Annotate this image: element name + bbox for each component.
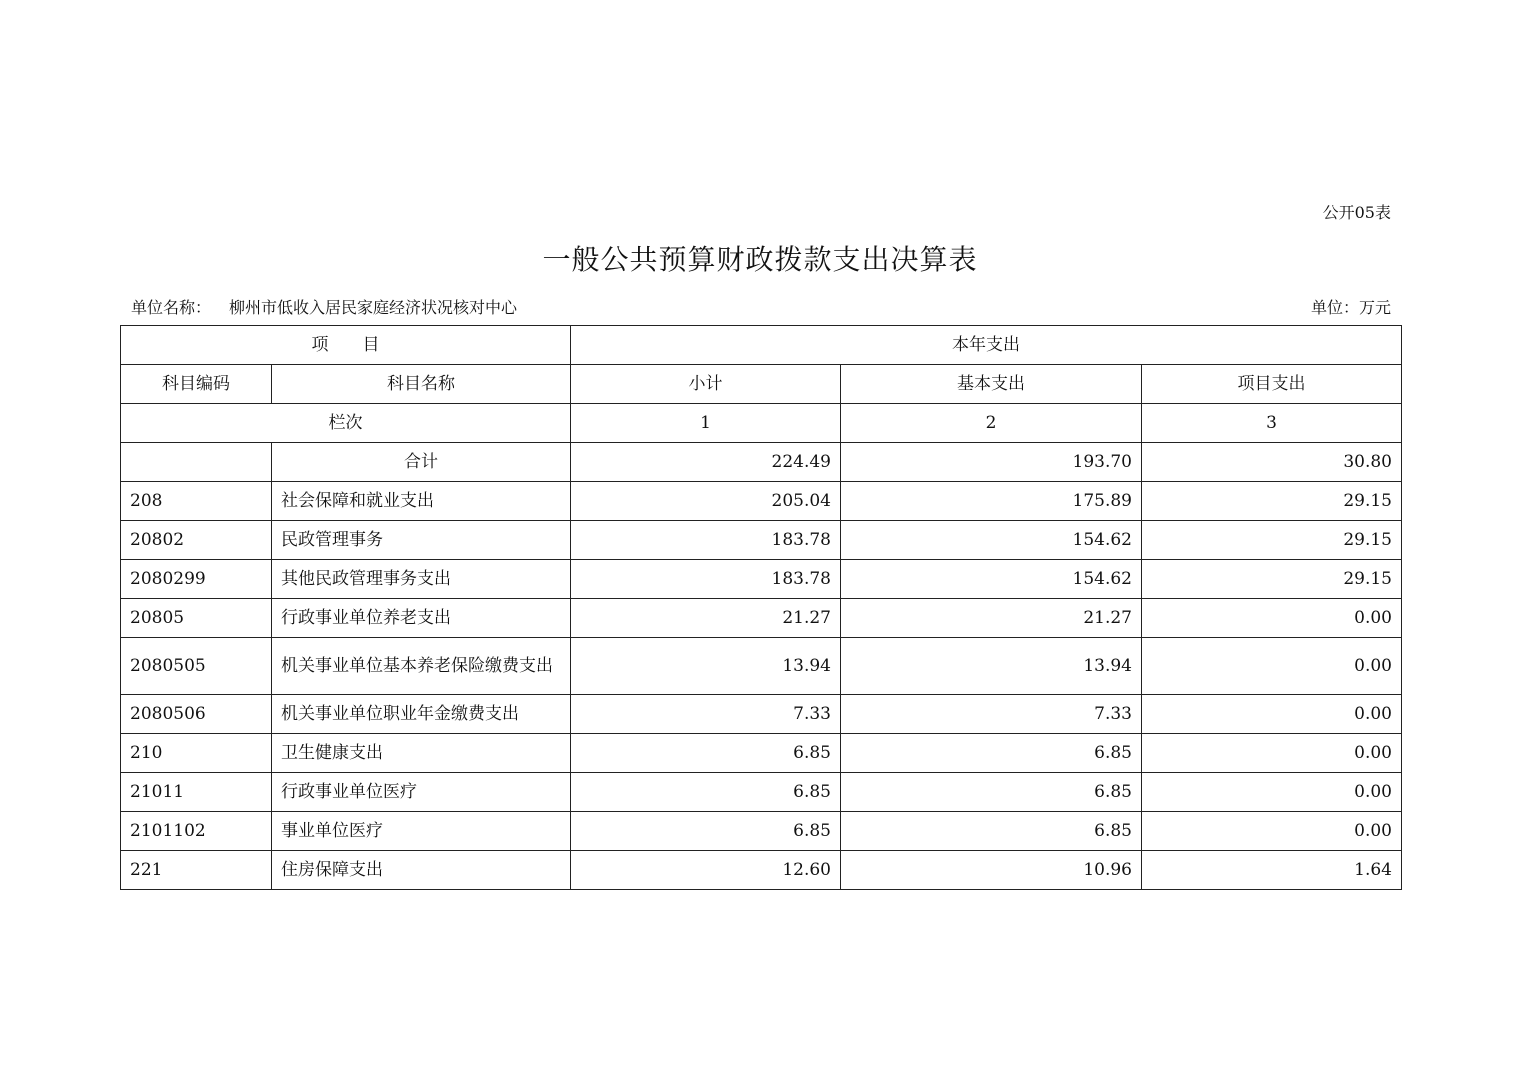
row-basic-cell: 6.85: [841, 773, 1142, 812]
row-subtotal-cell: 205.04: [571, 482, 841, 521]
row-code-cell: 208: [121, 482, 272, 521]
total-basic-cell: 193.70: [841, 443, 1142, 482]
header-project-cell: 项目支出: [1142, 365, 1402, 404]
unit-name-label: 单位名称：: [131, 298, 212, 317]
total-row: [121, 443, 1402, 482]
total-label-cell: 合计: [272, 443, 571, 482]
table-row: [121, 851, 1402, 890]
page-title: 一般公共预算财政拨款支出决算表: [542, 243, 978, 276]
row-basic-cell: 21.27: [841, 599, 1142, 638]
header-row-index: [121, 404, 1402, 443]
row-name-cell: 行政事业单位医疗: [272, 773, 571, 812]
header-row-columns: [121, 365, 1402, 404]
header-basic-cell: 基本支出: [841, 365, 1142, 404]
table-row: [121, 560, 1402, 599]
table-row: [121, 734, 1402, 773]
row-project-cell: 0.00: [1142, 734, 1402, 773]
table-row: [121, 521, 1402, 560]
row-project-cell: 1.64: [1142, 851, 1402, 890]
expenditure-table: [120, 325, 1402, 890]
row-code-cell: 21011: [121, 773, 272, 812]
row-basic-cell: 154.62: [841, 560, 1142, 599]
row-project-cell: 29.15: [1142, 482, 1402, 521]
row-code-cell: 2080506: [121, 695, 272, 734]
row-subtotal-cell: 183.78: [571, 560, 841, 599]
row-name-cell: 卫生健康支出: [272, 734, 571, 773]
row-name-cell: 民政管理事务: [272, 521, 571, 560]
table-row: [121, 599, 1402, 638]
row-code-cell: 221: [121, 851, 272, 890]
row-subtotal-cell: 183.78: [571, 521, 841, 560]
header-subtotal-cell: 小计: [571, 365, 841, 404]
table-row: [121, 638, 1402, 695]
row-basic-cell: 6.85: [841, 734, 1142, 773]
row-project-cell: 0.00: [1142, 773, 1402, 812]
table-row: [121, 812, 1402, 851]
table-row: [121, 695, 1402, 734]
header-current-year-cell: 本年支出: [571, 326, 1402, 365]
form-code-label: 公开05表: [1322, 203, 1391, 222]
col-index-2-cell: 2: [841, 404, 1142, 443]
row-name-cell: 机关事业单位基本养老保险缴费支出: [272, 638, 571, 695]
total-project-cell: 30.80: [1142, 443, 1402, 482]
row-basic-cell: 7.33: [841, 695, 1142, 734]
row-name-cell: 事业单位医疗: [272, 812, 571, 851]
row-project-cell: 29.15: [1142, 560, 1402, 599]
row-project-cell: 29.15: [1142, 521, 1402, 560]
row-basic-cell: 6.85: [841, 812, 1142, 851]
row-basic-cell: 13.94: [841, 638, 1142, 695]
header-item-part-a: 项: [311, 335, 329, 355]
row-basic-cell: 10.96: [841, 851, 1142, 890]
row-code-cell: 20802: [121, 521, 272, 560]
row-code-cell: 20805: [121, 599, 272, 638]
header-name-cell: 科目名称: [272, 365, 571, 404]
col-index-label-cell: 栏次: [121, 404, 571, 443]
unit-name-value: 柳州市低收入居民家庭经济状况核对中心: [229, 298, 518, 317]
row-name-cell: 住房保障支出: [272, 851, 571, 890]
row-subtotal-cell: 6.85: [571, 734, 841, 773]
col-index-1-cell: 1: [571, 404, 841, 443]
col-index-3-cell: 3: [1142, 404, 1402, 443]
row-code-cell: 2080505: [121, 638, 272, 695]
row-name-cell: 社会保障和就业支出: [272, 482, 571, 521]
row-subtotal-cell: 6.85: [571, 812, 841, 851]
header-item-cell: [121, 326, 571, 365]
row-project-cell: 0.00: [1142, 812, 1402, 851]
row-subtotal-cell: 12.60: [571, 851, 841, 890]
row-name-cell: 机关事业单位职业年金缴费支出: [272, 695, 571, 734]
row-code-cell: 2101102: [121, 812, 272, 851]
table-row: [121, 773, 1402, 812]
header-item-part-b: 目: [362, 335, 380, 355]
row-name-cell: 行政事业单位养老支出: [272, 599, 571, 638]
row-subtotal-cell: 6.85: [571, 773, 841, 812]
table-row: [121, 482, 1402, 521]
header-row-top: [121, 326, 1402, 365]
row-subtotal-cell: 13.94: [571, 638, 841, 695]
row-basic-cell: 154.62: [841, 521, 1142, 560]
total-subtotal-cell: 224.49: [571, 443, 841, 482]
row-basic-cell: 175.89: [841, 482, 1142, 521]
total-code-cell: [121, 443, 272, 482]
row-project-cell: 0.00: [1142, 599, 1402, 638]
row-subtotal-cell: 21.27: [571, 599, 841, 638]
row-name-cell: 其他民政管理事务支出: [272, 560, 571, 599]
row-code-cell: 2080299: [121, 560, 272, 599]
currency-unit-label: 单位：万元: [1310, 298, 1391, 317]
row-code-cell: 210: [121, 734, 272, 773]
header-code-cell: 科目编码: [121, 365, 272, 404]
row-project-cell: 0.00: [1142, 638, 1402, 695]
row-subtotal-cell: 7.33: [571, 695, 841, 734]
unit-name-line: [131, 295, 517, 318]
row-project-cell: 0.00: [1142, 695, 1402, 734]
